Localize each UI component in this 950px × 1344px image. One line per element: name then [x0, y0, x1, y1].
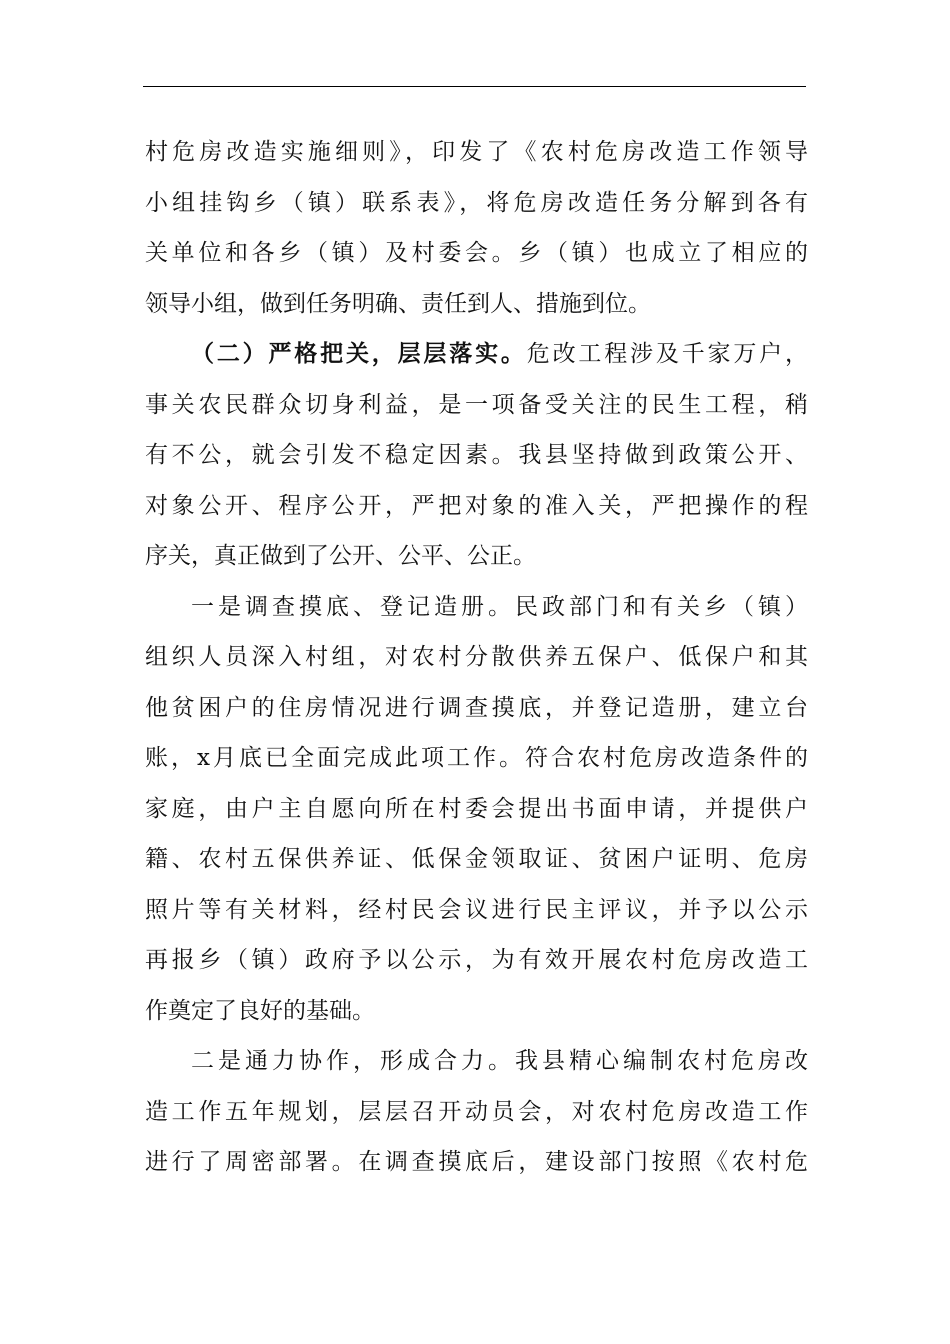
- text-line: 他贫困户的住房情况进行调查摸底，并登记造册，建立台: [145, 694, 808, 721]
- text-line: 领导小组，做到任务明确、责任到人、措施到位。: [145, 290, 651, 317]
- text-line: 再报乡（镇）政府予以公示，为有效开展农村危房改造工: [145, 947, 808, 973]
- text-line: 作奠定了良好的基础。: [145, 997, 375, 1024]
- text-line: 进行了周密部署。在调查摸底后，建设部门按照《农村危: [145, 1149, 808, 1175]
- text-line: 关单位和各乡（镇）及村委会。乡（镇）也成立了相应的: [145, 240, 808, 266]
- text-line: 事关农民群众切身利益，是一项备受关注的民生工程，稍: [145, 391, 808, 418]
- section-heading-text: 危改工程涉及千家万户，: [526, 341, 808, 367]
- text-line: 有不公，就会引发不稳定因素。我县坚持做到政策公开、: [145, 442, 808, 468]
- text-line: 序关，真正做到了公开、公平、公正。: [145, 543, 536, 569]
- text-line: 家庭，由户主自愿向所在村委会提出书面申请，并提供户: [145, 795, 808, 822]
- text-line: 一是调查摸底、登记造册。民政部门和有关乡（镇）: [191, 593, 808, 620]
- section-heading: （二）严格把关，层层落实。: [191, 340, 527, 367]
- text-line: 村危房改造实施细则》，印发了《农村危房改造工作领导: [145, 139, 808, 165]
- header-rule: [143, 86, 806, 87]
- section-heading-line: [145, 329, 808, 380]
- text-line: 二是通力协作，形成合力。我县精心编制农村危房改: [191, 1048, 808, 1074]
- text-line: 照片等有关材料，经村民会议进行民主评议，并予以公示: [145, 896, 808, 923]
- text-line: 小组挂钩乡（镇）联系表》，将危房改造任务分解到各有: [145, 189, 808, 216]
- text-line: 籍、农村五保供养证、低保金领取证、贫困户证明、危房: [145, 846, 808, 872]
- text-line: 账，x月底已全面完成此项工作。符合农村危房改造条件的: [145, 745, 808, 771]
- text-line: 造工作五年规划，层层召开动员会，对农村危房改造工作: [145, 1098, 808, 1125]
- text-line: 对象公开、程序公开，严把对象的准入关，严把操作的程: [145, 492, 808, 519]
- text-line: 组织人员深入村组，对农村分散供养五保户、低保户和其: [145, 644, 808, 670]
- document-body: [145, 127, 808, 1188]
